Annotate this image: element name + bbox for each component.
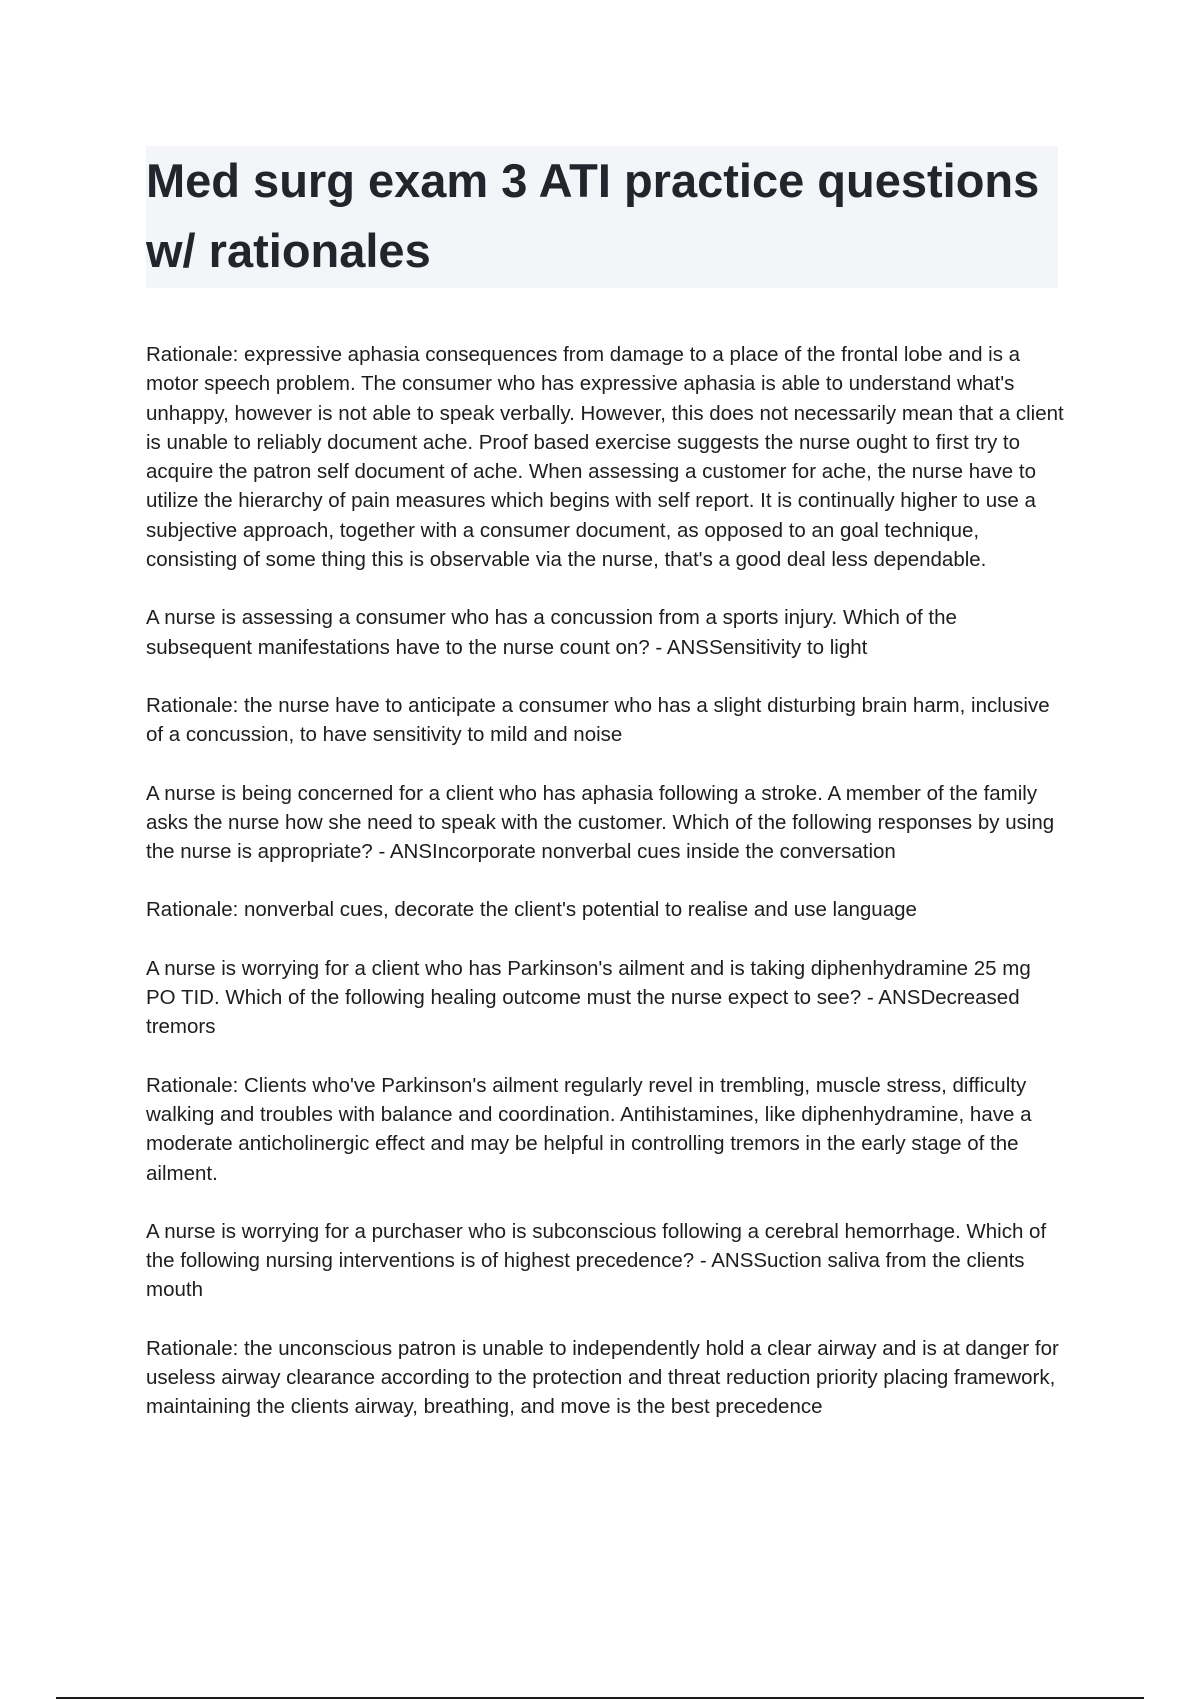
- paragraph-question-aphasia-stroke: A nurse is being concerned for a client who has aphasia following a stroke. A member of the family asks the nurse how she need to speak with the customer. Which of the following responses by using the nurse is appropriate? - ANSIncorporate nonverbal cues inside the conversation: [146, 781, 1055, 864]
- document-body: [146, 340, 1066, 1451]
- paragraph-rationale-airway: Rationale: the unconscious patron is unable to independently hold a clear airway and is at danger for useless airway clearance according to the protection and threat reduction priority placing framework, maintaining the clients airway, breathing, and move is the best precedence: [146, 1336, 1059, 1419]
- title-block: [146, 146, 1058, 288]
- page-title: Med surg exam 3 ATI practice questions w/ rationales: [146, 154, 1040, 277]
- paragraph-rationale-aphasia: Rationale: expressive aphasia consequences from damage to a place of the frontal lobe and is a motor speech problem. The consumer who has expressive aphasia is able to understand what's unhappy, however is not able to speak verbally. However, this does not necessarily mean that a client is unable to reliably document ache. Proof based exercise suggests the nurse ought to first try to acquire the patron self document of ache. When assessing a customer for ache, the nurse have to utilize the hierarchy of pain measures which begins with self report. It is continually higher to use a subjective approach, together with a consumer document, as opposed to an goal technique, consisting of some thing this is observable via the nurse, that's a good deal less dependable.: [146, 343, 1064, 572]
- paragraph-rationale-concussion: Rationale: the nurse have to anticipate a consumer who has a slight disturbing brain harm, inclusive of a concussion, to have sensitivity to mild and noise: [146, 693, 1050, 747]
- paragraph-question-hemorrhage: A nurse is worrying for a purchaser who is subconscious following a cerebral hemorrhage. Which of the following nursing interventions is of highest precedence? - ANSSuction saliva from the clients mouth: [146, 1219, 1047, 1302]
- paragraph-rationale-nonverbal: Rationale: nonverbal cues, decorate the client's potential to realise and use language: [146, 898, 917, 922]
- page-bottom-divider: [56, 1697, 1144, 1699]
- paragraph-rationale-parkinsons: Rationale: Clients who've Parkinson's ailment regularly revel in trembling, muscle stress, difficulty walking and troubles with balance and coordination. Antihistamines, like diphenhydramine, have a moderate anticholinergic effect and may be helpful in controlling tremors in the early stage of the ailment.: [146, 1073, 1032, 1185]
- paragraph-question-parkinsons: A nurse is worrying for a client who has Parkinson's ailment and is taking diphenhydramine 25 mg PO TID. Which of the following healing outcome must the nurse expect to see? - ANSDecreased tremors: [146, 956, 1031, 1039]
- paragraph-question-concussion: A nurse is assessing a consumer who has a concussion from a sports injury. Which of the subsequent manifestations have to the nurse count on? - ANSSensitivity to light: [146, 606, 957, 659]
